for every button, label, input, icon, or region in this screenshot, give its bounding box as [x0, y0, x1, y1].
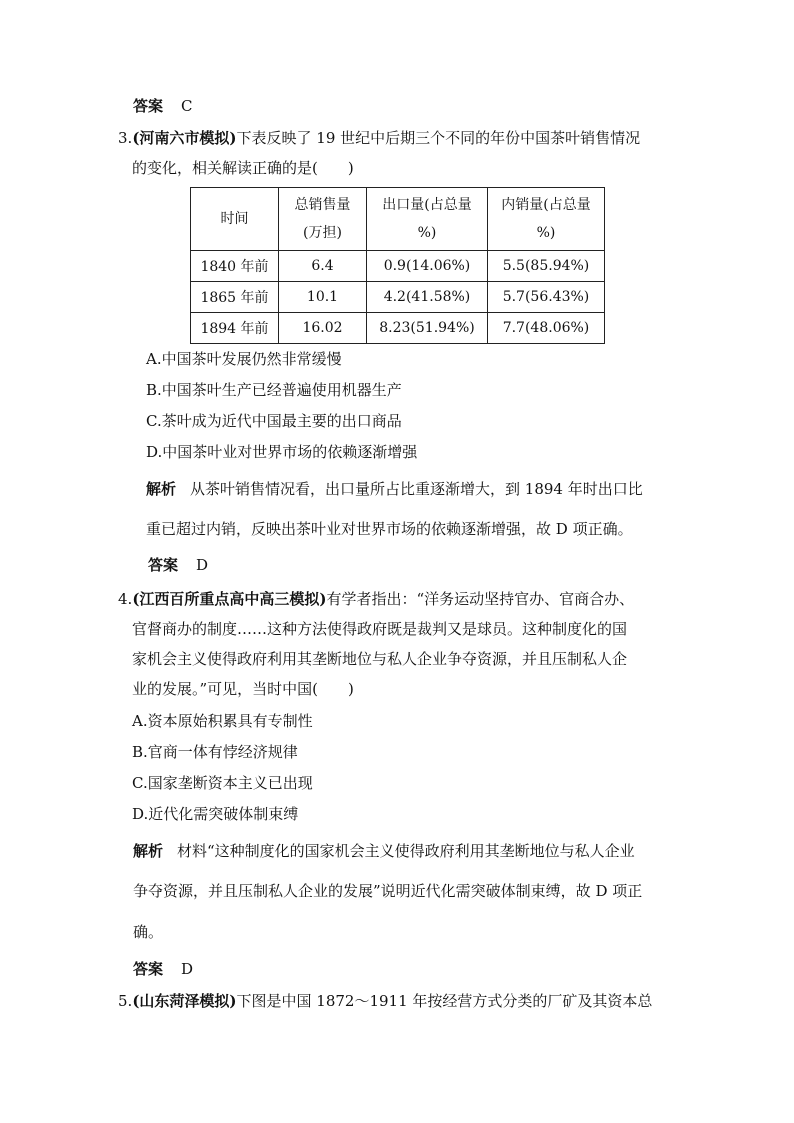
question-stem: 下表反映了 19 世纪中后期三个不同的年份中国茶叶销售情况	[236, 129, 641, 147]
answer-label: 答案	[148, 556, 179, 574]
question-number: 3.	[118, 129, 133, 147]
question-4-line-4: 业的发展。”可见，当时中国( )	[132, 680, 354, 698]
question-stem: 有学者指出：“洋务运动坚持官办、官商合办、	[326, 590, 635, 608]
table-cell: 5.7(56.43%)	[488, 282, 605, 313]
analysis-line-2: 争夺资源，并且压制私人企业的发展”说明近代化需突破体制束缚，故 D 项正	[133, 882, 643, 900]
table-cell: 16.02	[279, 313, 367, 344]
table-row	[191, 251, 605, 282]
table-cell: 1840 年前	[191, 251, 279, 282]
question-source: (江西百所重点高中高三模拟)	[132, 590, 327, 608]
question-4-line-1	[118, 589, 634, 609]
option-c: C.茶叶成为近代中国最主要的出口商品	[146, 412, 402, 430]
table-cell: 1865 年前	[191, 282, 279, 313]
option-a: A.资本原始积累具有专制性	[132, 712, 313, 730]
analysis-text: 材料“这种制度化的国家机会主义使得政府利用其垄断地位与私人企业	[177, 842, 635, 860]
question-stem: 下图是中国 1872～1911 年按经营方式分类的厂矿及其资本总	[236, 992, 653, 1010]
table-cell: 8.23(51.94%)	[367, 313, 488, 344]
option-d: D.近代化需突破体制束缚	[132, 805, 299, 823]
question-5-line-1	[118, 991, 652, 1011]
analysis-line-1	[146, 479, 643, 499]
question-4-line-3: 家机会主义使得政府利用其垄断地位与私人企业争夺资源，并且压制私人企	[132, 650, 628, 668]
table-cell: 1894 年前	[191, 313, 279, 344]
table-row	[191, 282, 605, 313]
analysis-label: 解析	[146, 480, 177, 498]
analysis-text: 从茶叶销售情况看，出口量所占比重逐渐增大，到 1894 年时出口比	[190, 480, 643, 498]
table-cell: 5.5(85.94%)	[488, 251, 605, 282]
table-header: 内销量(占总量 %)	[488, 188, 605, 251]
answer-label: 答案	[133, 960, 164, 978]
question-number: 4.	[118, 590, 133, 608]
table-row	[191, 313, 605, 344]
analysis-line-2: 重已超过内销，反映出茶叶业对世界市场的依赖逐渐增强，故 D 项正确。	[146, 520, 633, 538]
answer-label: 答案	[133, 97, 164, 115]
analysis-line-1	[133, 841, 635, 861]
answer-value: D	[181, 960, 194, 978]
question-number: 5.	[118, 992, 133, 1010]
table-header: 时间	[191, 188, 279, 251]
table-cell: 6.4	[279, 251, 367, 282]
table-header-row	[191, 188, 605, 251]
table-header: 总销售量 (万担)	[279, 188, 367, 251]
option-d: D.中国茶叶业对世界市场的依赖逐渐增强	[146, 443, 418, 461]
analysis-line-3: 确。	[133, 923, 164, 941]
table-cell: 7.7(48.06%)	[488, 313, 605, 344]
option-b: B.官商一体有悖经济规律	[132, 743, 298, 761]
table-header: 出口量(占总量 %)	[367, 188, 488, 251]
tea-sales-table	[190, 187, 605, 344]
option-c: C.国家垄断资本主义已出现	[132, 774, 313, 792]
question-3-line-2: 的变化，相关解读正确的是( )	[132, 159, 354, 177]
option-b: B.中国茶叶生产已经普遍使用机器生产	[146, 381, 402, 399]
question-3-line-1	[118, 128, 640, 148]
answer-value: D	[196, 556, 209, 574]
question-source: (山东菏泽模拟)	[132, 992, 237, 1010]
answer-value: C	[181, 97, 193, 115]
option-a: A.中国茶叶发展仍然非常缓慢	[146, 350, 342, 368]
table-cell: 10.1	[279, 282, 367, 313]
question-4-line-2: 官督商办的制度……这种方法使得政府既是裁判又是球员。这种制度化的国	[132, 620, 628, 638]
table-cell: 0.9(14.06%)	[367, 251, 488, 282]
table-cell: 4.2(41.58%)	[367, 282, 488, 313]
analysis-label: 解析	[133, 842, 164, 860]
question-source: (河南六市模拟)	[132, 129, 237, 147]
